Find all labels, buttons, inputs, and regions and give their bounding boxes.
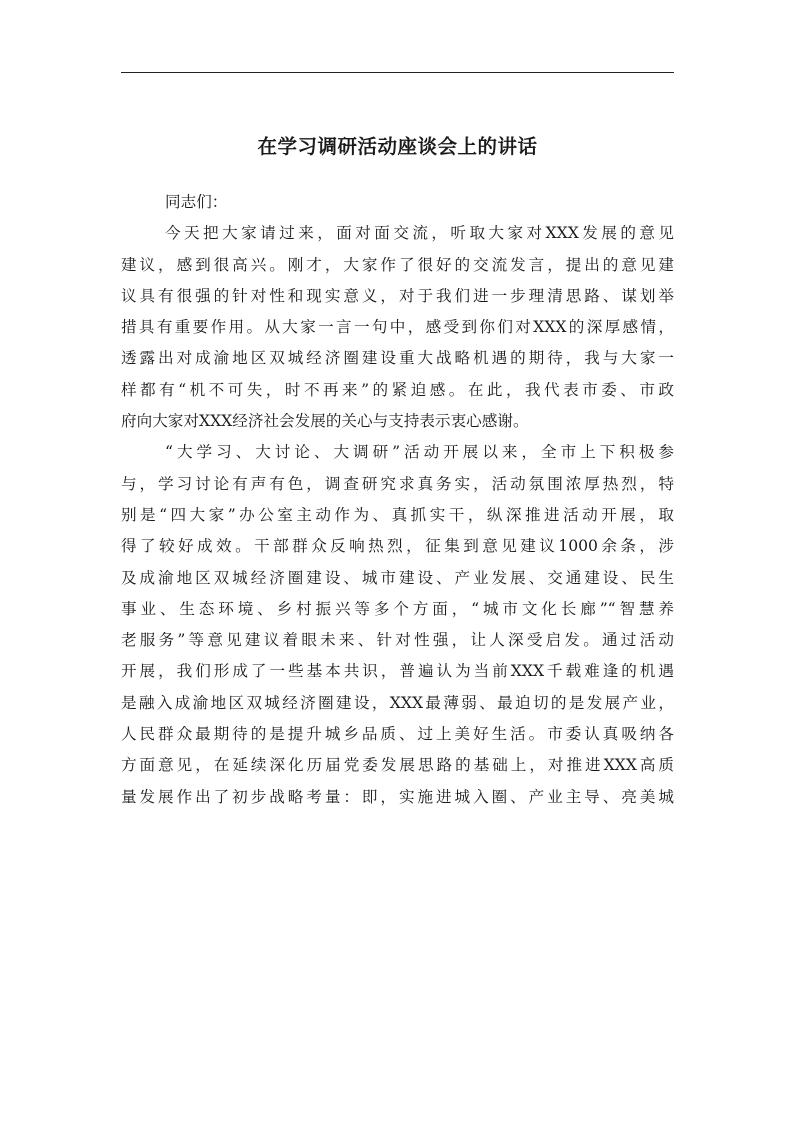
paragraph-line: 老服务”等意见建议着眼未来、针对性强，让人深受启发。通过活动 xyxy=(121,631,674,650)
paragraph-line: 开展，我们形成了一些基本共识，普遍认为当前XXX千载难逢的机遇 xyxy=(121,662,674,681)
paragraph-line: 议具有很强的针对性和现实意义，对于我们进一步理清思路、谋划举 xyxy=(121,286,674,305)
paragraph-line: 人民群众最期待的是提升城乡品质、过上美好生活。市委认真吸纳各 xyxy=(121,725,674,744)
paragraph-line: 今天把大家请过来，面对面交流，听取大家对XXX发展的意见 xyxy=(165,224,674,243)
paragraph-line: 方面意见，在延续深化历届党委发展思路的基础上，对推进XXX高质 xyxy=(121,756,674,775)
paragraph-line: 透露出对成渝地区双城经济圈建设重大战略机遇的期待，我与大家一 xyxy=(121,349,674,368)
salutation: 同志们： xyxy=(165,193,228,211)
paragraph xyxy=(121,218,674,437)
paragraph-line: 事业、生态环境、乡村振兴等多个方面，“城市文化长廊”“智慧养 xyxy=(121,599,674,618)
paragraph-line: 措具有重要作用。从大家一言一句中，感受到你们对XXX的深厚感情， xyxy=(121,318,674,337)
header-rule xyxy=(121,72,674,73)
paragraph-line: 及成渝地区双城经济圈建设、城市建设、产业发展、交通建设、民生 xyxy=(121,568,674,587)
document-title: 在学习调研活动座谈会上的讲话 xyxy=(257,135,538,158)
paragraph-line: 别是“四大家”办公室主动作为、真抓实干，纵深推进活动开展，取 xyxy=(121,505,674,524)
paragraph-line: 量发展作出了初步战略考量：即，实施进城入圈、产业主导、亮美城 xyxy=(121,787,674,806)
paragraph-line: 建议，感到很高兴。刚才，大家作了很好的交流发言，提出的意见建 xyxy=(121,255,674,274)
paragraph-line: 得了较好成效。干部群众反响热烈，征集到意见建议1000余条，涉 xyxy=(121,537,674,556)
paragraph-line: “大学习、大讨论、大调研”活动开展以来，全市上下积极参 xyxy=(165,443,674,462)
paragraph-line: 样都有“机不可失，时不再来”的紧迫感。在此，我代表市委、市政 xyxy=(121,380,674,399)
paragraphs xyxy=(121,218,674,813)
paragraph-line: 是融入成渝地区双城经济圈建设，XXX最薄弱、最迫切的是发展产业， xyxy=(121,693,674,712)
document-body xyxy=(121,187,674,813)
paragraph-line: 与，学习讨论有声有色，调查研究求真务实，活动氛围浓厚热烈，特 xyxy=(121,474,674,493)
paragraph-line: 府向大家对XXX经济社会发展的关心与支持表示衷心感谢。 xyxy=(121,412,529,431)
paragraph xyxy=(121,437,674,813)
